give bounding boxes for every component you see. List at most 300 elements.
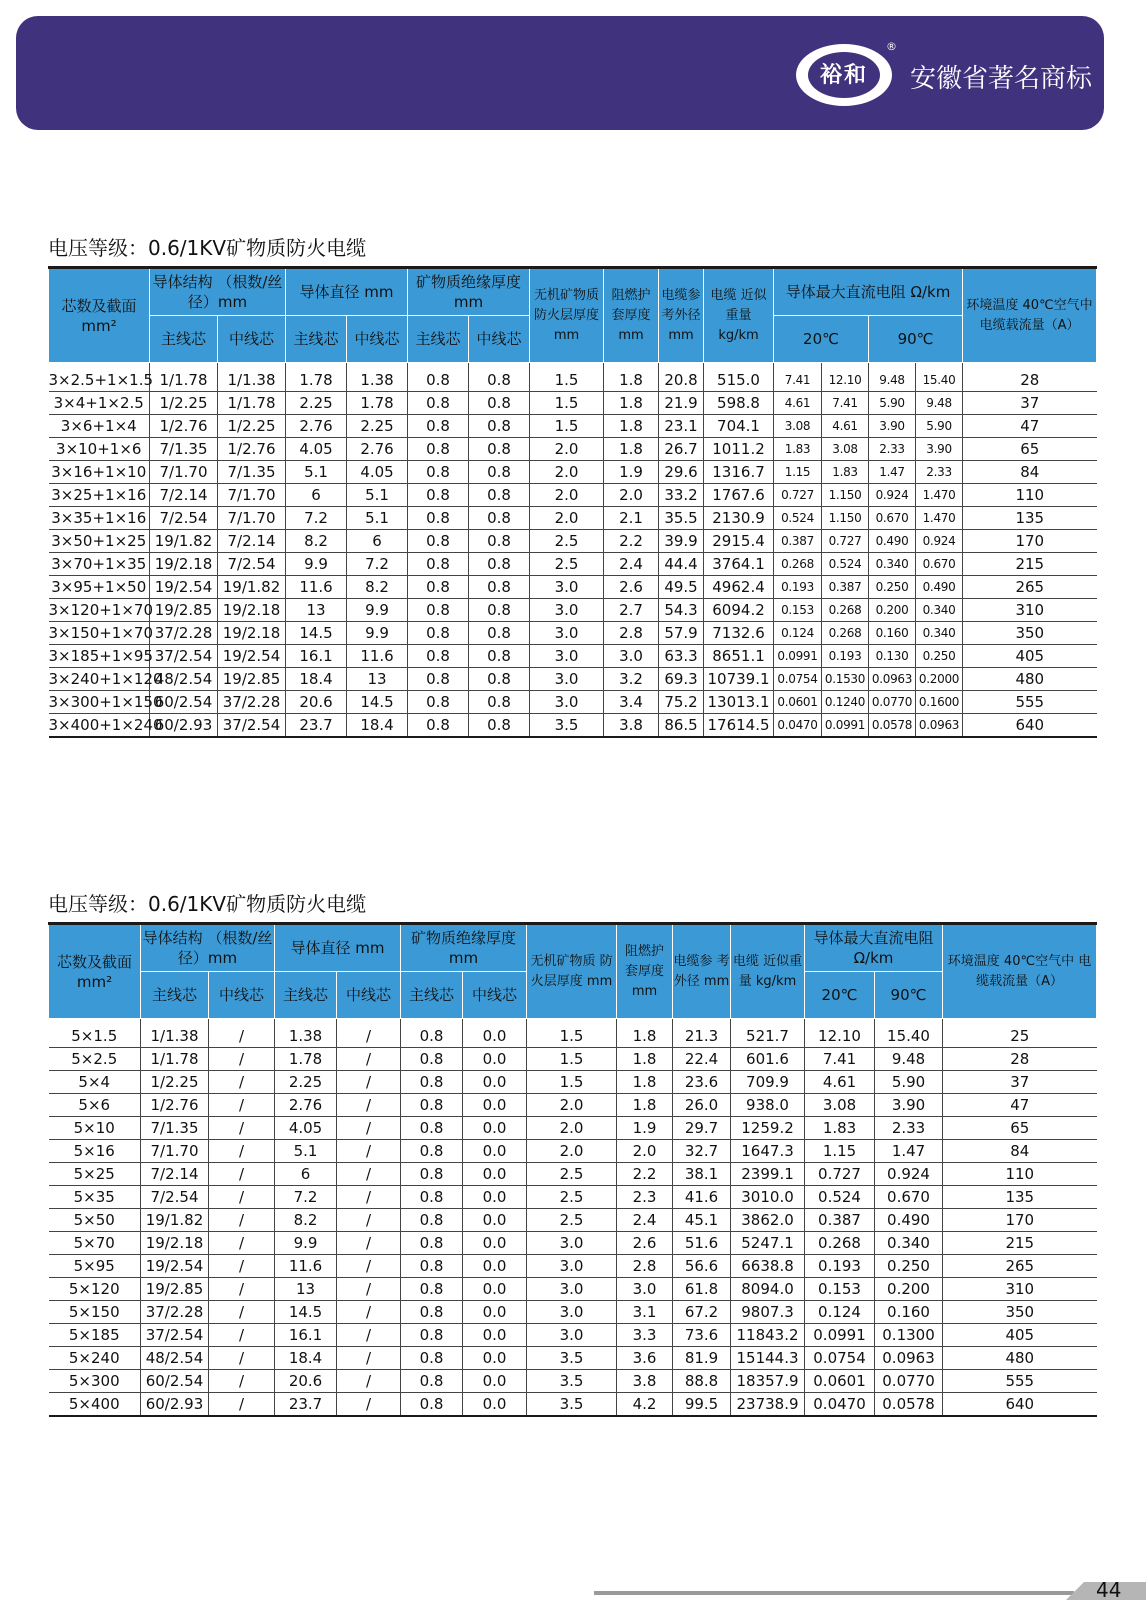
table-cell: 0.0770 [869, 691, 916, 714]
table-cell: 8.2 [286, 530, 347, 553]
table-cell: 3.5 [527, 1347, 617, 1370]
table-cell: / [209, 1048, 275, 1071]
table-row [49, 1163, 1097, 1186]
table-cell: 5×2.5 [49, 1048, 141, 1071]
table-cell: 5×4 [49, 1071, 141, 1094]
table-cell: 598.8 [704, 392, 774, 415]
table-cell: 15.40 [875, 1019, 943, 1048]
table-cell: 37/2.54 [141, 1324, 209, 1347]
table-cell: 480 [943, 1347, 1097, 1370]
table-cell: 1.8 [617, 1048, 673, 1071]
header-outer-diameter: 电缆参 考外径 mm [673, 924, 731, 1019]
table-cell: 8.2 [275, 1209, 337, 1232]
table-cell: 2.2 [617, 1163, 673, 1186]
table-cell: 26.7 [659, 438, 704, 461]
table-cell: 2.0 [530, 484, 604, 507]
table-cell: 3.0 [530, 576, 604, 599]
table-cell: 5×400 [49, 1393, 141, 1417]
table-cell: 0.1300 [875, 1324, 943, 1347]
table-cell: / [209, 1186, 275, 1209]
table-cell: 1.5 [527, 1048, 617, 1071]
table-cell: 0.8 [401, 1278, 463, 1301]
table-cell: 640 [963, 714, 1097, 738]
table-cell: 5.1 [286, 461, 347, 484]
table-cell: 3.0 [527, 1232, 617, 1255]
table-cell: / [337, 1278, 401, 1301]
table-cell: 0.8 [408, 691, 469, 714]
table-cell: 0.8 [401, 1324, 463, 1347]
table-cell: 5×120 [49, 1278, 141, 1301]
table-cell: 3×25+1×16 [49, 484, 150, 507]
header-outer-diameter: 电缆参 考外径 mm [659, 268, 704, 363]
table-cell: 3.0 [604, 645, 659, 668]
table1-title: 电压等级：0.6/1KV矿物质防火电缆 [48, 236, 367, 260]
table-cell: / [209, 1255, 275, 1278]
table-cell: 521.7 [731, 1019, 805, 1048]
table-cell: 0.8 [401, 1232, 463, 1255]
table-cell: 2.76 [347, 438, 408, 461]
table-cell: 4.05 [286, 438, 347, 461]
table-cell: 3×16+1×10 [49, 461, 150, 484]
table-cell: 1/2.25 [218, 415, 286, 438]
table-cell: 0.727 [774, 484, 822, 507]
table-cell: 0.268 [805, 1232, 875, 1255]
table-cell: 3.90 [916, 438, 963, 461]
table-cell: 5×70 [49, 1232, 141, 1255]
header-resistance: 导体最大直流电阻 Ω/km [805, 924, 943, 972]
table-cell: 75.2 [659, 691, 704, 714]
table-cell: 57.9 [659, 622, 704, 645]
table-cell: / [209, 1370, 275, 1393]
table-cell: 19/2.18 [141, 1232, 209, 1255]
table-cell: 9.48 [916, 392, 963, 415]
table-cell: 0.0963 [916, 714, 963, 738]
table-cell: 2.0 [527, 1117, 617, 1140]
table-cell: 3.0 [527, 1255, 617, 1278]
table-cell: 555 [963, 691, 1097, 714]
table-cell: 0.8 [408, 714, 469, 738]
table-cell: 0.8 [469, 530, 530, 553]
table-cell: 0.8 [469, 415, 530, 438]
table-cell: 12.10 [822, 363, 869, 392]
table-cell: / [337, 1232, 401, 1255]
header-resistance: 导体最大直流电阻 Ω/km [774, 268, 963, 316]
table-cell: 49.5 [659, 576, 704, 599]
table-cell: 0.0470 [774, 714, 822, 738]
table-cell: 0.0 [463, 1019, 527, 1048]
table-cell: 0.0770 [875, 1370, 943, 1393]
header-main-core: 主线芯 [408, 316, 469, 363]
table-cell: 1.8 [604, 415, 659, 438]
table-cell: 60/2.93 [141, 1393, 209, 1417]
table-cell: 61.8 [673, 1278, 731, 1301]
table-cell: 7/1.35 [150, 438, 218, 461]
table-cell: 5.90 [916, 415, 963, 438]
table-cell: 1.47 [869, 461, 916, 484]
table-cell: 0.8 [469, 576, 530, 599]
registered-mark: ® [886, 40, 897, 53]
table-cell: 2915.4 [704, 530, 774, 553]
table-cell: 0.0 [463, 1163, 527, 1186]
table-cell: 1.8 [604, 363, 659, 392]
table-cell: 3.0 [527, 1301, 617, 1324]
table-cell: 19/1.82 [150, 530, 218, 553]
table-cell: 60/2.93 [150, 714, 218, 738]
table-cell: 3×35+1×16 [49, 507, 150, 530]
table-cell: 0.268 [774, 553, 822, 576]
table-cell: 6 [286, 484, 347, 507]
header-conductor-structure: 导体结构 （根数/丝径）mm [150, 268, 286, 316]
table-cell: 350 [943, 1301, 1097, 1324]
table-cell: 16.1 [275, 1324, 337, 1347]
table-cell: 5×16 [49, 1140, 141, 1163]
header-neutral-core: 中线芯 [209, 972, 275, 1019]
table-cell: 4.61 [822, 415, 869, 438]
table-cell: 1/2.76 [218, 438, 286, 461]
table-cell: 1316.7 [704, 461, 774, 484]
table-cell: 65 [943, 1117, 1097, 1140]
table-cell: 0.8 [401, 1117, 463, 1140]
table-cell: 15144.3 [731, 1347, 805, 1370]
table-cell: 3.0 [530, 599, 604, 622]
table-cell: 0.1600 [916, 691, 963, 714]
table-cell: 0.340 [916, 599, 963, 622]
table-cell: 1.9 [617, 1117, 673, 1140]
table-cell: / [209, 1324, 275, 1347]
header-spec: 芯数及截面 mm² [49, 268, 150, 363]
table-cell: 0.0578 [869, 714, 916, 738]
table-row [49, 363, 1097, 392]
table-cell: 0.8 [469, 691, 530, 714]
table-cell: 47 [943, 1094, 1097, 1117]
table-cell: 7/1.35 [141, 1117, 209, 1140]
table-cell: 0.0 [463, 1186, 527, 1209]
table-cell: 0.8 [469, 392, 530, 415]
table-cell: 2.25 [286, 392, 347, 415]
table-cell: 0.387 [822, 576, 869, 599]
table-cell: 39.9 [659, 530, 704, 553]
table-cell: / [337, 1071, 401, 1094]
table-cell: 0.340 [916, 622, 963, 645]
table-cell: 1/2.25 [150, 392, 218, 415]
table-cell: 44.4 [659, 553, 704, 576]
table-cell: 0.0963 [875, 1347, 943, 1370]
table-cell: 1.15 [774, 461, 822, 484]
table-cell: 9.48 [875, 1048, 943, 1071]
table-cell: 0.193 [774, 576, 822, 599]
table-cell: / [209, 1117, 275, 1140]
table-cell: 3.8 [617, 1370, 673, 1393]
table-cell: 0.153 [805, 1278, 875, 1301]
table-cell: 2.4 [617, 1209, 673, 1232]
table-cell: 0.0470 [805, 1393, 875, 1417]
brand-logo-text: 裕和 [808, 52, 880, 98]
table-cell: 2130.9 [704, 507, 774, 530]
table-cell: 3.08 [805, 1094, 875, 1117]
table-cell: 81.9 [673, 1347, 731, 1370]
table-row [49, 576, 1097, 599]
table-cell: 4.2 [617, 1393, 673, 1417]
table-cell: 1.8 [604, 438, 659, 461]
table-cell: 17614.5 [704, 714, 774, 738]
table-cell: 11.6 [347, 645, 408, 668]
table-cell: 7/2.14 [150, 484, 218, 507]
table-row [49, 691, 1097, 714]
table-cell: 2.2 [604, 530, 659, 553]
table-cell: 21.9 [659, 392, 704, 415]
table-cell: 3.08 [822, 438, 869, 461]
table-cell: 1.15 [805, 1140, 875, 1163]
table-cell: 9.9 [286, 553, 347, 576]
table-cell: 5×95 [49, 1255, 141, 1278]
table1 [48, 266, 1097, 738]
table-row [49, 645, 1097, 668]
table-cell: 0.0963 [869, 668, 916, 691]
table-cell: 135 [963, 507, 1097, 530]
table-cell: 2.5 [530, 553, 604, 576]
table-row [49, 438, 1097, 461]
table-cell: 1.83 [805, 1117, 875, 1140]
table-cell: 19/1.82 [141, 1209, 209, 1232]
table-cell: 19/2.85 [150, 599, 218, 622]
header-temp-20: 20℃ [774, 316, 869, 363]
table-cell: 1/1.78 [150, 363, 218, 392]
table-cell: 3.0 [527, 1324, 617, 1347]
table-cell: 0.8 [469, 461, 530, 484]
table-cell: 0.727 [805, 1163, 875, 1186]
table-cell: 1/1.78 [141, 1048, 209, 1071]
table-cell: 3862.0 [731, 1209, 805, 1232]
table-cell: 19/2.18 [218, 599, 286, 622]
table-cell: 3.8 [604, 714, 659, 738]
table-cell: 0.1530 [822, 668, 869, 691]
table-cell: 7/1.70 [218, 507, 286, 530]
table-cell: 0.8 [401, 1255, 463, 1278]
table-cell: 601.6 [731, 1048, 805, 1071]
table-cell: 6638.8 [731, 1255, 805, 1278]
table-cell: 19/2.85 [218, 668, 286, 691]
table-cell: 3×240+1×120 [49, 668, 150, 691]
table-cell: 18.4 [347, 714, 408, 738]
table-cell: 0.8 [469, 668, 530, 691]
table-cell: 0.8 [469, 645, 530, 668]
table-cell: / [337, 1019, 401, 1048]
table-cell: 18.4 [286, 668, 347, 691]
table-cell: 1.47 [875, 1140, 943, 1163]
table-cell: 19/2.54 [218, 645, 286, 668]
table-cell: 0.0 [463, 1347, 527, 1370]
table2-body [49, 1019, 1097, 1417]
table-row [49, 1347, 1097, 1370]
table-cell: 11.6 [275, 1255, 337, 1278]
table-cell: 0.0 [463, 1232, 527, 1255]
table-row [49, 1186, 1097, 1209]
table-cell: 9.48 [869, 363, 916, 392]
table-row [49, 1048, 1097, 1071]
table-cell: 5×150 [49, 1301, 141, 1324]
table-cell: 8.2 [347, 576, 408, 599]
table-cell: 0.8 [408, 461, 469, 484]
table-cell: 2.33 [875, 1117, 943, 1140]
table-cell: 0.8 [408, 645, 469, 668]
table-cell: 0.8 [401, 1094, 463, 1117]
table-cell: 54.3 [659, 599, 704, 622]
table-cell: / [209, 1209, 275, 1232]
table-cell: 135 [943, 1186, 1097, 1209]
table-cell: 215 [963, 553, 1097, 576]
table-cell: 99.5 [673, 1393, 731, 1417]
table-cell: 0.0601 [805, 1370, 875, 1393]
table-cell: 13 [347, 668, 408, 691]
table-cell: 3×50+1×25 [49, 530, 150, 553]
table-row [49, 599, 1097, 622]
table-cell: 9.9 [347, 622, 408, 645]
table-row [49, 622, 1097, 645]
table-cell: 3.0 [530, 645, 604, 668]
table-cell: 0.0991 [805, 1324, 875, 1347]
table-cell: 1/2.76 [141, 1094, 209, 1117]
table-cell: 1.150 [822, 507, 869, 530]
table-cell: 0.8 [469, 599, 530, 622]
table-cell: 110 [963, 484, 1097, 507]
table-cell: 84 [943, 1140, 1097, 1163]
table-row [49, 1140, 1097, 1163]
table-cell: 310 [963, 599, 1097, 622]
table-cell: 1.5 [527, 1019, 617, 1048]
table-cell: 41.6 [673, 1186, 731, 1209]
table-cell: 19/2.54 [150, 576, 218, 599]
table-cell: 0.124 [805, 1301, 875, 1324]
table-cell: 0.193 [805, 1255, 875, 1278]
table-cell: 25 [943, 1019, 1097, 1048]
header-neutral-core: 中线芯 [337, 972, 401, 1019]
table-cell: 0.2000 [916, 668, 963, 691]
table-cell: 37/2.28 [150, 622, 218, 645]
table-cell: 110 [943, 1163, 1097, 1186]
table-cell: 2.25 [347, 415, 408, 438]
table-cell: / [337, 1324, 401, 1347]
table-cell: 0.670 [869, 507, 916, 530]
table-cell: 4.61 [774, 392, 822, 415]
table-cell: 5×10 [49, 1117, 141, 1140]
table-cell: 405 [943, 1324, 1097, 1347]
table-cell: 1.83 [774, 438, 822, 461]
table-cell: 2.8 [604, 622, 659, 645]
table-cell: 3×6+1×4 [49, 415, 150, 438]
table-cell: 1/2.25 [141, 1071, 209, 1094]
table-cell: 3.0 [530, 668, 604, 691]
table-cell: 1.5 [530, 415, 604, 438]
table-cell: 0.268 [822, 599, 869, 622]
table-cell: 0.924 [875, 1163, 943, 1186]
table-row [49, 714, 1097, 738]
table-cell: 0.0578 [875, 1393, 943, 1417]
table-cell: 0.124 [774, 622, 822, 645]
table-cell: 0.8 [401, 1393, 463, 1417]
table-cell: 170 [943, 1209, 1097, 1232]
table-cell: 0.160 [869, 622, 916, 645]
table-cell: 0.8 [408, 415, 469, 438]
header-ampacity: 环境温度 40℃空气中 电缆载流量（A） [943, 924, 1097, 1019]
table-row [49, 484, 1097, 507]
table-row [49, 1278, 1097, 1301]
table-cell: 0.0 [463, 1140, 527, 1163]
table-cell: 84 [963, 461, 1097, 484]
table-cell: 2.0 [530, 507, 604, 530]
table-cell: 19/2.18 [218, 622, 286, 645]
table-row [49, 1301, 1097, 1324]
table-cell: 170 [963, 530, 1097, 553]
table-cell: 0.490 [869, 530, 916, 553]
table-cell: 0.0 [463, 1301, 527, 1324]
table-cell: 0.0 [463, 1048, 527, 1071]
table-cell: 48/2.54 [150, 668, 218, 691]
table-cell: 60/2.54 [150, 691, 218, 714]
table-cell: 16.1 [286, 645, 347, 668]
table-cell: / [337, 1393, 401, 1417]
table-row [49, 1117, 1097, 1140]
table-row [49, 461, 1097, 484]
table-cell: 0.524 [822, 553, 869, 576]
table-cell: 0.8 [401, 1048, 463, 1071]
table-cell: 1.9 [604, 461, 659, 484]
header-neutral-core: 中线芯 [218, 316, 286, 363]
table-cell: 63.3 [659, 645, 704, 668]
table-cell: 15.40 [916, 363, 963, 392]
table-cell: 0.193 [822, 645, 869, 668]
table-cell: 1/2.76 [150, 415, 218, 438]
table-cell: 45.1 [673, 1209, 731, 1232]
table-cell: 3.6 [617, 1347, 673, 1370]
table-cell: 1.5 [530, 392, 604, 415]
table-cell: 2.5 [527, 1209, 617, 1232]
table-cell: 11.6 [286, 576, 347, 599]
table-cell: 13013.1 [704, 691, 774, 714]
table-cell: / [337, 1048, 401, 1071]
table-cell: 5×6 [49, 1094, 141, 1117]
header-main-core: 主线芯 [150, 316, 218, 363]
table-cell: 2.3 [617, 1186, 673, 1209]
table-cell: 0.8 [408, 599, 469, 622]
table-cell: 38.1 [673, 1163, 731, 1186]
table-cell: 350 [963, 622, 1097, 645]
table-row [49, 530, 1097, 553]
table-cell: 3010.0 [731, 1186, 805, 1209]
table-cell: 2.33 [869, 438, 916, 461]
table-cell: 26.0 [673, 1094, 731, 1117]
table-cell: 12.10 [805, 1019, 875, 1048]
table-cell: / [337, 1140, 401, 1163]
table-cell: 3.90 [875, 1094, 943, 1117]
table-cell: 2.0 [527, 1094, 617, 1117]
table-cell: 14.5 [347, 691, 408, 714]
table-cell: 37 [943, 1071, 1097, 1094]
table-cell: 29.6 [659, 461, 704, 484]
table-cell: / [209, 1393, 275, 1417]
table-cell: 0.8 [408, 553, 469, 576]
table-cell: 0.524 [774, 507, 822, 530]
table-cell: 2.76 [286, 415, 347, 438]
table-cell: 0.0 [463, 1071, 527, 1094]
header-conductor-diameter: 导体直径 mm [286, 268, 408, 316]
table-cell: 2.6 [617, 1232, 673, 1255]
table-cell: 0.8 [469, 484, 530, 507]
table-cell: 1.38 [347, 363, 408, 392]
table-cell: 7/1.70 [141, 1140, 209, 1163]
table-cell: 2.6 [604, 576, 659, 599]
table-cell: 0.200 [869, 599, 916, 622]
table-cell: 1259.2 [731, 1117, 805, 1140]
